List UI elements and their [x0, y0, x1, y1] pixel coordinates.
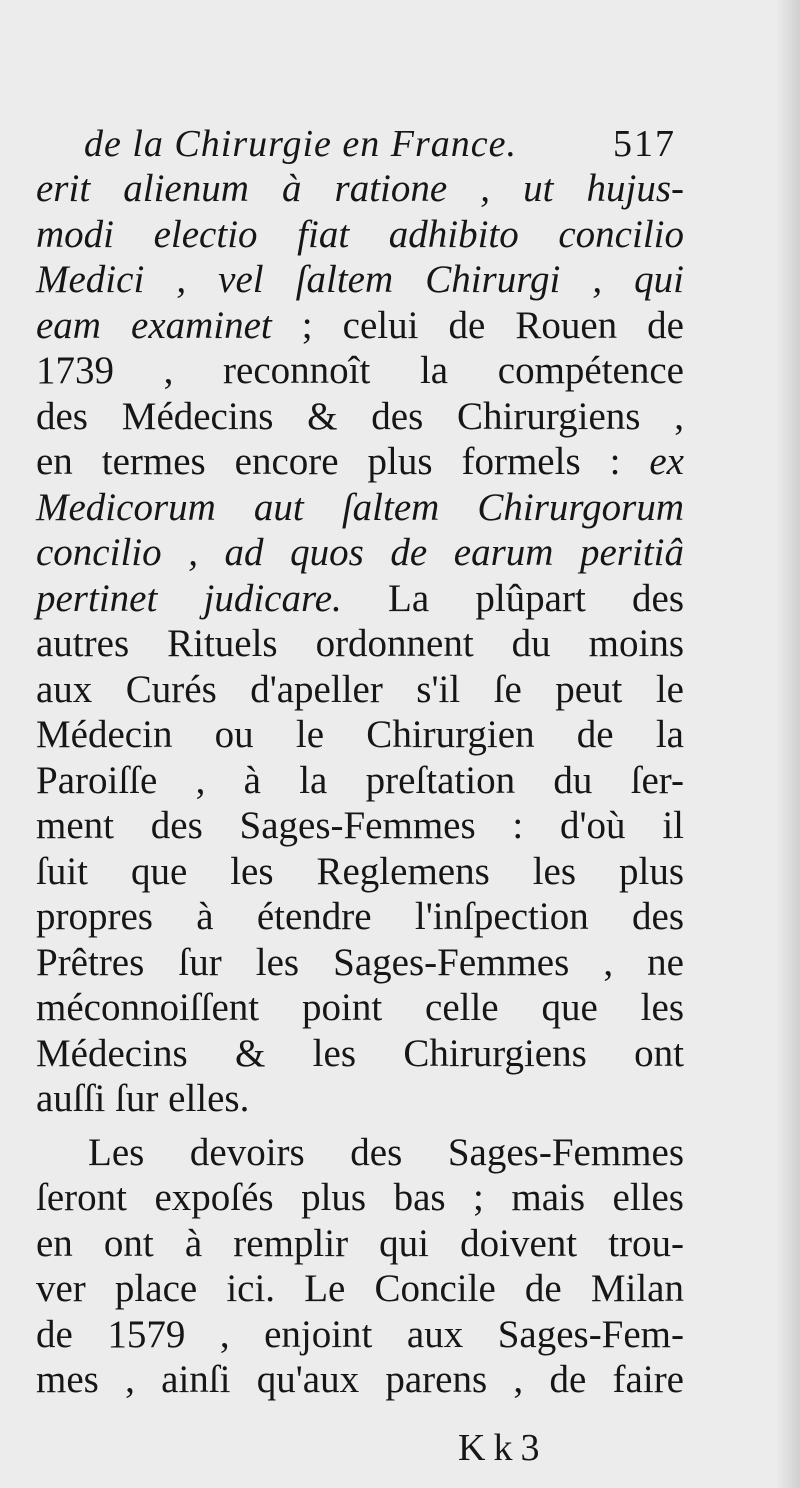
text-line: Medicorum aut ſaltem Chirurgorum — [36, 485, 684, 529]
body-text — [36, 166, 684, 1403]
signature-mark: Kk3 — [458, 1427, 548, 1469]
text-line: propres à étendre l'inſpection des — [36, 895, 684, 938]
text-line: de 1579 , enjoint aux Sages-Fem- — [36, 1312, 684, 1356]
text-line: Prêtres ſur les Sages-Femmes , ne — [36, 940, 684, 984]
paragraph-gap — [36, 1122, 684, 1130]
text-line: autres Rituels ordonnent du moins — [36, 622, 684, 665]
text-line-roman-part: en termes encore plus formels : — [36, 440, 650, 483]
text-line: auſſi ſur elles. — [36, 1077, 250, 1120]
text-line: modi electio fiat adhibito concilio — [36, 212, 684, 256]
running-title: de la Chirurgie en France. — [84, 123, 518, 165]
text-line: méconnoiſſent point celle que les — [36, 986, 684, 1029]
page-number: 517 — [613, 123, 676, 165]
text-line: mes , ainſi qu'aux parens , de faire — [36, 1358, 684, 1401]
text-line: ſeront expoſés plus bas ; mais elles — [36, 1176, 684, 1219]
text-line — [36, 439, 684, 485]
text-line — [36, 576, 684, 622]
page-edge-shadow — [776, 0, 800, 1488]
text-line-italic-part: pertinet judicare. — [36, 576, 342, 620]
text-line-italic-part: ex — [649, 440, 684, 483]
text-line: Médecin ou le Chirurgien de la — [36, 713, 684, 756]
text-line: erit alienum à ratione , ut hujus- — [36, 167, 684, 210]
text-line: Les devoirs des Sages-Femmes — [88, 1130, 684, 1174]
text-line: ver place ici. Le Concile de Milan — [36, 1267, 684, 1310]
page-header — [84, 118, 684, 168]
text-line: des Médecins & des Chirurgiens , — [36, 394, 684, 438]
text-line-italic-part: eam examinet — [36, 303, 272, 347]
text-line: concilio , ad quos de earum peritiâ — [36, 531, 684, 574]
text-line: ment des Sages-Femmes : d'où il — [36, 804, 684, 847]
text-line: Médecins & les Chirurgiens ont — [36, 1031, 684, 1075]
text-line: 1739 , reconnoît la compétence — [36, 349, 684, 392]
text-line: Medici , vel ſaltem Chirurgi , qui — [36, 258, 684, 301]
text-line: aux Curés d'apeller s'il ſe peut le — [36, 667, 684, 711]
text-line: en ont à remplir qui doivent trou- — [36, 1221, 684, 1265]
text-line: ſuit que les Reglemens les plus — [36, 849, 684, 893]
text-line: Paroiſſe , à la preſtation du ſer- — [36, 758, 684, 802]
text-line — [36, 303, 684, 349]
text-line-roman-part: La plûpart des — [341, 576, 685, 620]
text-line-roman-part: ; celui de Rouen de — [271, 303, 684, 347]
